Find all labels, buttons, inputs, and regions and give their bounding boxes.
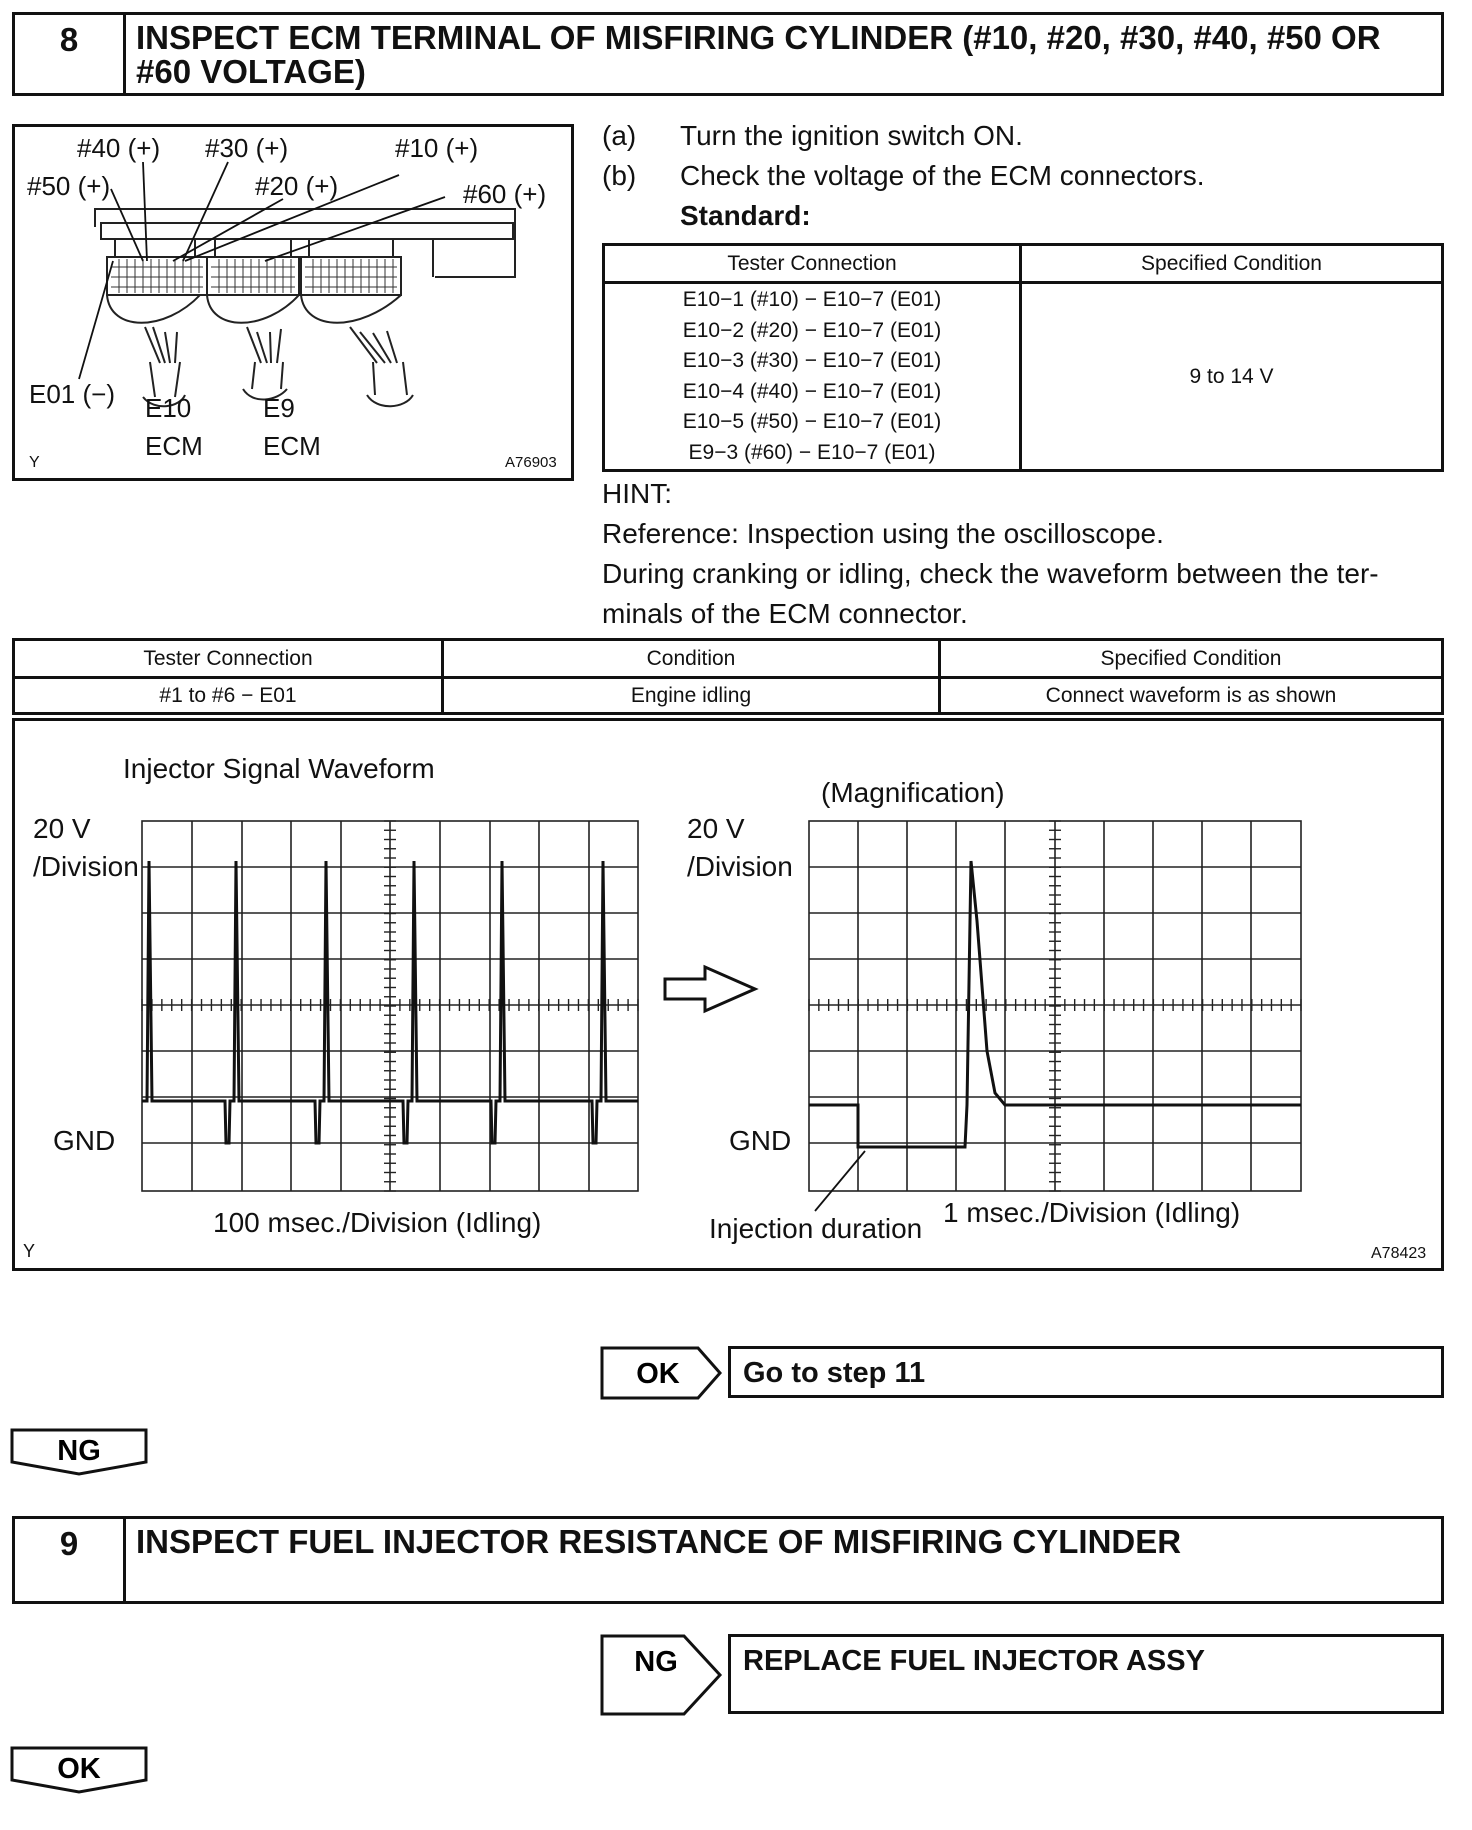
magnification-label: (Magnification) xyxy=(821,777,1005,808)
connection-row: E10−5 (#50) − E10−7 (E01) xyxy=(682,410,942,433)
table-header: Tester Connection xyxy=(14,640,443,678)
injection-duration-label: Injection duration xyxy=(709,1213,923,1244)
connection-row: E10−4 (#40) − E10−7 (E01) xyxy=(682,379,942,403)
pin-label-30: #30 (+) xyxy=(205,133,289,163)
table-cell-connections xyxy=(604,283,1021,471)
ng-result-tag[interactable] xyxy=(600,1634,724,1716)
volt-division-label: 20 V xyxy=(33,813,91,844)
figure-id: A76903 xyxy=(505,454,557,471)
ng-label: NG xyxy=(634,1646,678,1678)
step-title xyxy=(126,15,1441,93)
time-division-label: 1 msec./Division (Idling) xyxy=(943,1197,1241,1228)
connector-label-ecm: ECM xyxy=(263,431,321,461)
standard-label: Standard: xyxy=(680,200,811,231)
connection-row: E9−3 (#60) − E10−7 (E01) xyxy=(688,440,936,464)
table-cell-condition: 9 to 14 V xyxy=(1021,283,1443,471)
waveform-spec-table xyxy=(12,638,1444,715)
connection-row: E10−2 (#20) − E10−7 (E01) xyxy=(682,318,942,342)
step-title: INSPECT FUEL INJECTOR RESISTANCE OF MISFIRING CYLINDER xyxy=(136,1523,1182,1560)
y-mark: Y xyxy=(29,454,40,471)
hint-line: During cranking or idling, check the waveform between the ter- xyxy=(602,558,1379,589)
ecm-connector-drawing xyxy=(15,127,571,478)
step-title-line: INSPECT ECM TERMINAL OF MISFIRING CYLINDER (#10, #20, #30, #40, #50 OR xyxy=(136,19,1381,56)
instruction-a-marker: (a) xyxy=(602,120,637,151)
ok-result-tag[interactable] xyxy=(600,1346,724,1400)
hint-line: minals of the ECM connector. xyxy=(602,598,968,629)
table-header: Specified Condition xyxy=(1021,245,1443,283)
pin-label-20: #20 (+) xyxy=(255,171,339,201)
step-number: 8 xyxy=(15,15,126,93)
ok-action-box xyxy=(728,1346,1444,1398)
pin-label-60: #60 (+) xyxy=(463,179,547,209)
table-header: Condition xyxy=(443,640,940,678)
hint-line: Reference: Inspection using the oscilloscope. xyxy=(602,518,1164,549)
volt-division-label: /Division xyxy=(687,851,793,882)
connector-label-ecm: ECM xyxy=(145,431,203,461)
y-mark: Y xyxy=(23,1241,36,1261)
standard-table xyxy=(602,243,1444,472)
ok-label: OK xyxy=(57,1753,101,1785)
table-cell: #1 to #6 − E01 xyxy=(14,678,443,714)
table-cell: Engine idling xyxy=(443,678,940,714)
gnd-label: GND xyxy=(53,1125,116,1156)
ng-action-text: REPLACE FUEL INJECTOR ASSY xyxy=(743,1645,1205,1677)
instruction-b-text: Check the voltage of the ECM connectors. xyxy=(680,160,1205,191)
ng-label: NG xyxy=(57,1435,101,1467)
step-9-header xyxy=(12,1516,1444,1604)
pin-label-10: #10 (+) xyxy=(395,133,479,163)
instruction-b-marker: (b) xyxy=(602,160,637,191)
connector-label-e9: E9 xyxy=(263,393,295,423)
oscilloscope-graphics xyxy=(15,721,1441,1268)
magnify-arrow-icon xyxy=(665,967,755,1011)
connection-row: E10−3 (#30) − E10−7 (E01) xyxy=(682,349,942,372)
ok-action-text: Go to step 11 xyxy=(743,1357,926,1389)
volt-division-label: /Division xyxy=(33,851,139,882)
ng-action-box xyxy=(728,1634,1444,1714)
instruction-a-text: Turn the ignition switch ON. xyxy=(680,120,1023,151)
pin-label-40: #40 (+) xyxy=(77,133,161,163)
pin-label-50: #50 (+) xyxy=(27,171,111,201)
step-8-header xyxy=(12,12,1444,96)
pin-label-e01: E01 (−) xyxy=(29,379,115,409)
connection-row: E10−1 (#10) − E10−7 (E01) xyxy=(682,288,942,311)
step-title-line: #60 VOLTAGE) xyxy=(136,53,366,90)
time-division-label: 100 msec./Division (Idling) xyxy=(213,1207,542,1238)
figure-id: A78423 xyxy=(1371,1245,1427,1262)
table-cell: Connect waveform is as shown xyxy=(940,678,1443,714)
ok-label: OK xyxy=(636,1358,680,1390)
ng-down-tag[interactable] xyxy=(10,1428,150,1476)
table-header: Specified Condition xyxy=(940,640,1443,678)
ok-down-tag[interactable] xyxy=(10,1746,150,1794)
step-number: 9 xyxy=(15,1519,126,1601)
hint-label: HINT: xyxy=(602,478,672,509)
table-header: Tester Connection xyxy=(604,245,1021,283)
connector-label-e10: E10 xyxy=(145,393,192,423)
volt-division-label: 20 V xyxy=(687,813,745,844)
ecm-connector-illustration xyxy=(12,124,574,481)
waveform-figure xyxy=(12,718,1444,1271)
waveform-title: Injector Signal Waveform xyxy=(123,753,435,784)
gnd-label: GND xyxy=(729,1125,792,1156)
